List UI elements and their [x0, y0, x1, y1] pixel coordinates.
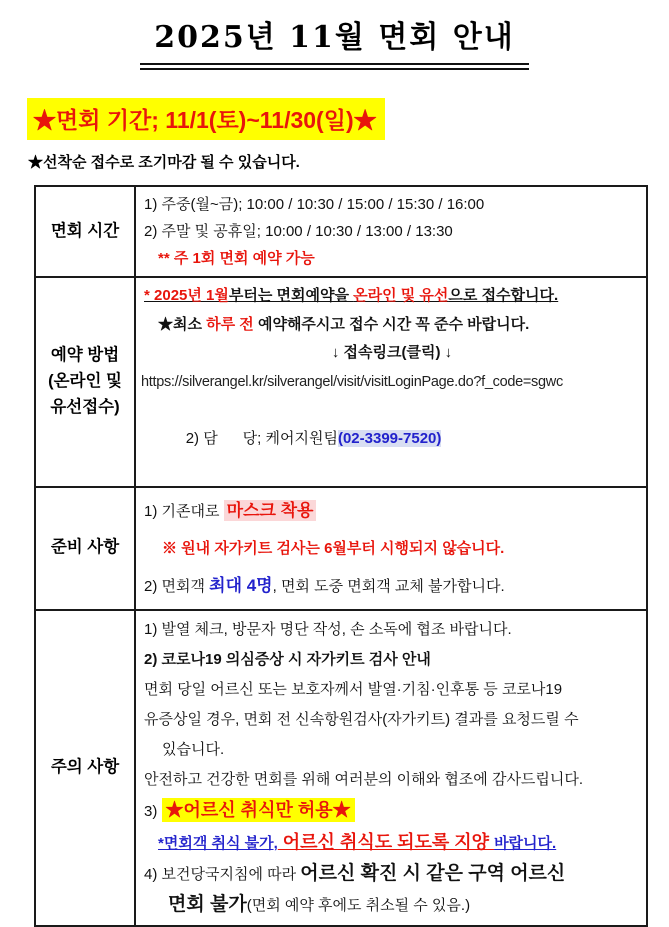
visit-info-table — [34, 185, 648, 927]
visit-period-banner: ★면회 기간; 11/1(토)~11/30(일)★ — [27, 98, 385, 140]
first-come-notice: ★선착순 접수로 조기마감 될 수 있습니다. — [28, 154, 300, 171]
covid-symptom-line3: 있습니다. — [162, 740, 225, 758]
reservation-cell — [135, 277, 647, 487]
elder-eating-line — [144, 795, 640, 827]
thanks-line: 안전하고 건강한 면회를 위해 여러분의 이해와 협조에 감사드립니다. — [144, 770, 584, 788]
visitor-no-eating: *면회객 취식 불가, — [158, 834, 278, 852]
item3-number: 3) — [144, 802, 162, 820]
reservation-text: 부터는 면회예약을 — [228, 287, 354, 304]
since-jan-2025: * 2025년 1월 — [144, 287, 229, 304]
reservation-label-line2: (온라인 및 — [48, 371, 122, 390]
day-before-notice — [158, 311, 640, 340]
please-text: 바랍니다. — [494, 834, 557, 852]
row-label-preparation: 준비 사항 — [35, 487, 135, 610]
visit-time-cell — [135, 186, 647, 277]
fever-check-line: 1) 발열 체크, 방문자 명단 작성, 손 소독에 협조 바랍니다. — [144, 620, 512, 638]
confirmed-case-line1 — [144, 859, 640, 890]
one-day-before: 하루 전 — [206, 315, 254, 333]
same-zone-no-visit: 어르신 확진 시 같은 구역 어르신 — [300, 862, 566, 884]
preparation-cell — [135, 487, 647, 610]
reservation-label-line1: 예약 방법 — [50, 346, 120, 365]
caution-cell — [135, 610, 647, 926]
elder-eating-only: ★어르신 취식만 허용★ — [162, 798, 355, 822]
table-row-reservation — [35, 277, 647, 487]
table-row-preparation — [35, 487, 647, 610]
page-title: 2025년 11월 면회 안내 — [140, 12, 528, 70]
keep-time-text: 예약해주시고 접수 시간 꼭 준수 바랍니다. — [253, 315, 530, 333]
visitors-prefix: 2) 면회객 — [144, 577, 210, 595]
row-label-reservation — [35, 277, 135, 487]
covid-symptom-line1: 면회 당일 어르신 또는 보호자께서 발열·기침·인후통 등 코로나19 — [144, 680, 563, 698]
phone-number: (02-3399-7520) — [337, 429, 442, 447]
title-wrap — [0, 0, 669, 70]
table-row-visit-time — [35, 186, 647, 277]
contact-team: 2) 담 당; 케어지원팀 — [185, 429, 338, 447]
elder-refrain-eating: 어르신 취식도 되도록 지양 — [277, 831, 495, 852]
link-label: ↓ 접속링크(클릭) ↓ — [331, 344, 453, 361]
weekend-times: 2) 주말 및 공휴일; 10:00 / 10:30 / 13:00 / 13:30 — [144, 223, 453, 240]
no-swap-text: , 면회 도중 면회객 교체 불가합니다. — [272, 577, 505, 595]
max-visitors-line — [144, 567, 640, 605]
max-four: 최대 4명 — [209, 575, 273, 595]
mask-line — [144, 492, 640, 530]
online-and-phone: 온라인 및 유선 — [353, 287, 449, 304]
row-label-visit-time: 면회 시간 — [35, 186, 135, 277]
reservation-link[interactable]: https://silverangel.kr/silverangel/visit/visitLoginPage.do?f_code=sgwc — [141, 373, 563, 390]
once-per-week-note: ** 주 1회 면회 예약 가능 — [158, 250, 315, 267]
selfkit-discontinued-note: ※ 원내 자가키트 검사는 6월부터 시행되지 않습니다. — [162, 539, 505, 557]
mask-required: 마스크 착용 — [224, 500, 317, 521]
weekday-times: 1) 주중(월~금); 10:00 / 10:30 / 15:00 / 15:30 / 16:00 — [144, 196, 485, 213]
cancel-possible-note: (면회 예약 후에도 취소될 수 있음.) — [246, 896, 471, 914]
confirmed-case-line2 — [168, 890, 640, 921]
reservation-text-end: 으로 접수합니다. — [448, 287, 559, 304]
contact-line — [144, 396, 640, 482]
covid-symptom-line2: 유증상일 경우, 면회 전 신속항원검사(자가키트) 결과를 요청드릴 수 — [144, 710, 579, 728]
visit-prohibited: 면회 불가 — [168, 893, 247, 915]
banner-row — [0, 70, 669, 140]
online-phone-notice — [144, 282, 640, 311]
authority-guideline-text: 4) 보건당국지침에 따라 — [144, 865, 301, 883]
min-prefix: ★최소 — [158, 315, 207, 333]
as-before-text: 1) 기존대로 — [144, 502, 224, 520]
table-row-caution — [35, 610, 647, 926]
row-label-caution: 주의 사항 — [35, 610, 135, 926]
no-visitor-eating-line — [158, 827, 640, 859]
reservation-label-line3: 유선접수) — [50, 397, 120, 416]
covid-selfkit-heading: 2) 코로나19 의심증상 시 자가키트 검사 안내 — [144, 650, 431, 668]
